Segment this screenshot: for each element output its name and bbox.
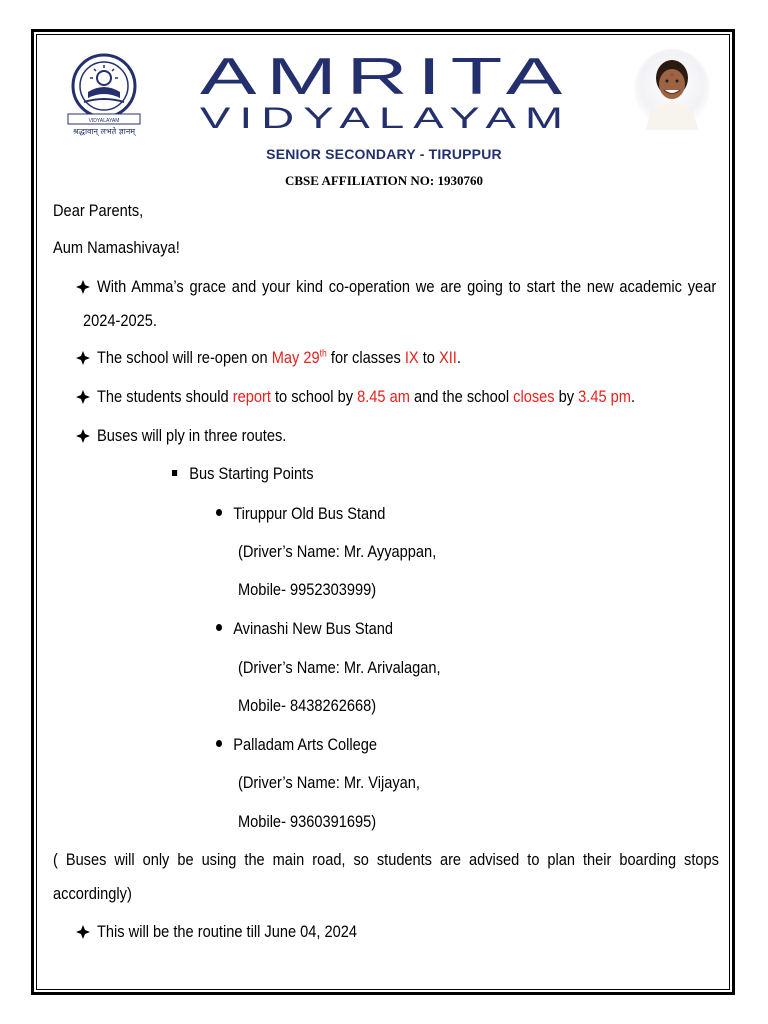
stop-name-text: Avinashi New Bus Stand — [233, 619, 394, 638]
greeting: Aum Namashivaya! — [53, 238, 180, 257]
timing-text-d: by — [554, 387, 579, 406]
reopen-text-a: The school will re-open on — [97, 348, 272, 367]
amrita-vidyalayam-brand-banner — [194, 50, 578, 132]
round-bullet-icon — [216, 740, 222, 747]
stop-driver: (Driver’s Name: Mr. Arivalagan, — [238, 658, 441, 677]
paragraph-academic-year-line2: 2024-2025. — [83, 311, 157, 330]
school-subtitle: SENIOR SECONDARY - TIRUPPUR — [266, 146, 502, 162]
timing-text-b: to school by — [270, 387, 358, 406]
amma-portrait-photo — [632, 48, 712, 130]
stop-mobile: Mobile- 9360391695) — [238, 812, 377, 831]
stop-driver: (Driver’s Name: Mr. Ayyappan, — [238, 542, 437, 561]
round-bullet-icon — [216, 624, 222, 631]
paragraph-reopen-date — [97, 348, 461, 368]
brand-name-top: AMRITA — [200, 50, 572, 106]
reopen-date: May 29 — [271, 348, 320, 367]
diamond-bullet-icon — [76, 429, 90, 443]
round-bullet-icon — [216, 509, 222, 516]
bus-heading-text: Bus Starting Points — [189, 464, 314, 483]
diamond-bullet-icon — [76, 925, 90, 939]
note-main-road-line2: accordingly) — [53, 884, 132, 903]
stop-driver: (Driver’s Name: Mr. Vijayan, — [238, 773, 420, 792]
emblem-motto-text: श्रद्धावान् लभते ज्ञानम् — [72, 127, 136, 136]
square-bullet-icon — [172, 470, 177, 476]
paragraph-academic-year-line1: With Amma’s grace and your kind co-operation we are going to start the new academic year — [97, 277, 717, 296]
stop-name-text: Palladam Arts College — [233, 735, 378, 754]
paragraph-bus-routes: Buses will ply in three routes. — [97, 426, 287, 445]
stop-name — [216, 619, 393, 639]
class-to: XII — [438, 348, 457, 367]
report-word: report — [232, 387, 271, 406]
stop-name-text: Tiruppur Old Bus Stand — [233, 504, 386, 523]
closes-word: closes — [513, 387, 555, 406]
timing-text-a: The students should — [97, 387, 233, 406]
diamond-bullet-icon — [76, 390, 90, 404]
reopen-text-b: for classes — [326, 348, 405, 367]
brand-name-bottom: VIDYALAYAM — [200, 102, 572, 132]
paragraph-school-timing — [97, 387, 635, 407]
school-emblem-logo — [64, 52, 144, 138]
diamond-bullet-icon — [76, 280, 90, 294]
note-main-road-line1: ( Buses will only be using the main road, so students are advised to plan their boarding stops — [53, 850, 719, 869]
reopen-text-d: . — [456, 348, 461, 367]
stop-mobile: Mobile- 8438262668) — [238, 696, 377, 715]
bus-starting-points-heading — [172, 464, 314, 484]
closing-time: 3.45 pm — [578, 387, 631, 406]
reopen-text-c: to — [418, 348, 439, 367]
paragraph-routine-until: This will be the routine till June 04, 2024 — [97, 922, 358, 941]
cbse-affiliation: CBSE AFFILIATION NO: 1930760 — [284, 173, 484, 188]
timing-text-e: . — [630, 387, 636, 406]
emblem-ribbon-text: VIDYALAYAM — [88, 118, 120, 124]
stop-name — [216, 735, 377, 755]
timing-text-c: and the school — [409, 387, 514, 406]
reopen-date-suffix: th — [319, 348, 327, 360]
stop-name — [216, 504, 385, 524]
diamond-bullet-icon — [76, 351, 90, 365]
report-time: 8.45 am — [357, 387, 410, 406]
stop-mobile: Mobile- 9952303999) — [238, 580, 377, 599]
class-from: IX — [404, 348, 419, 367]
salutation: Dear Parents, — [53, 201, 144, 220]
